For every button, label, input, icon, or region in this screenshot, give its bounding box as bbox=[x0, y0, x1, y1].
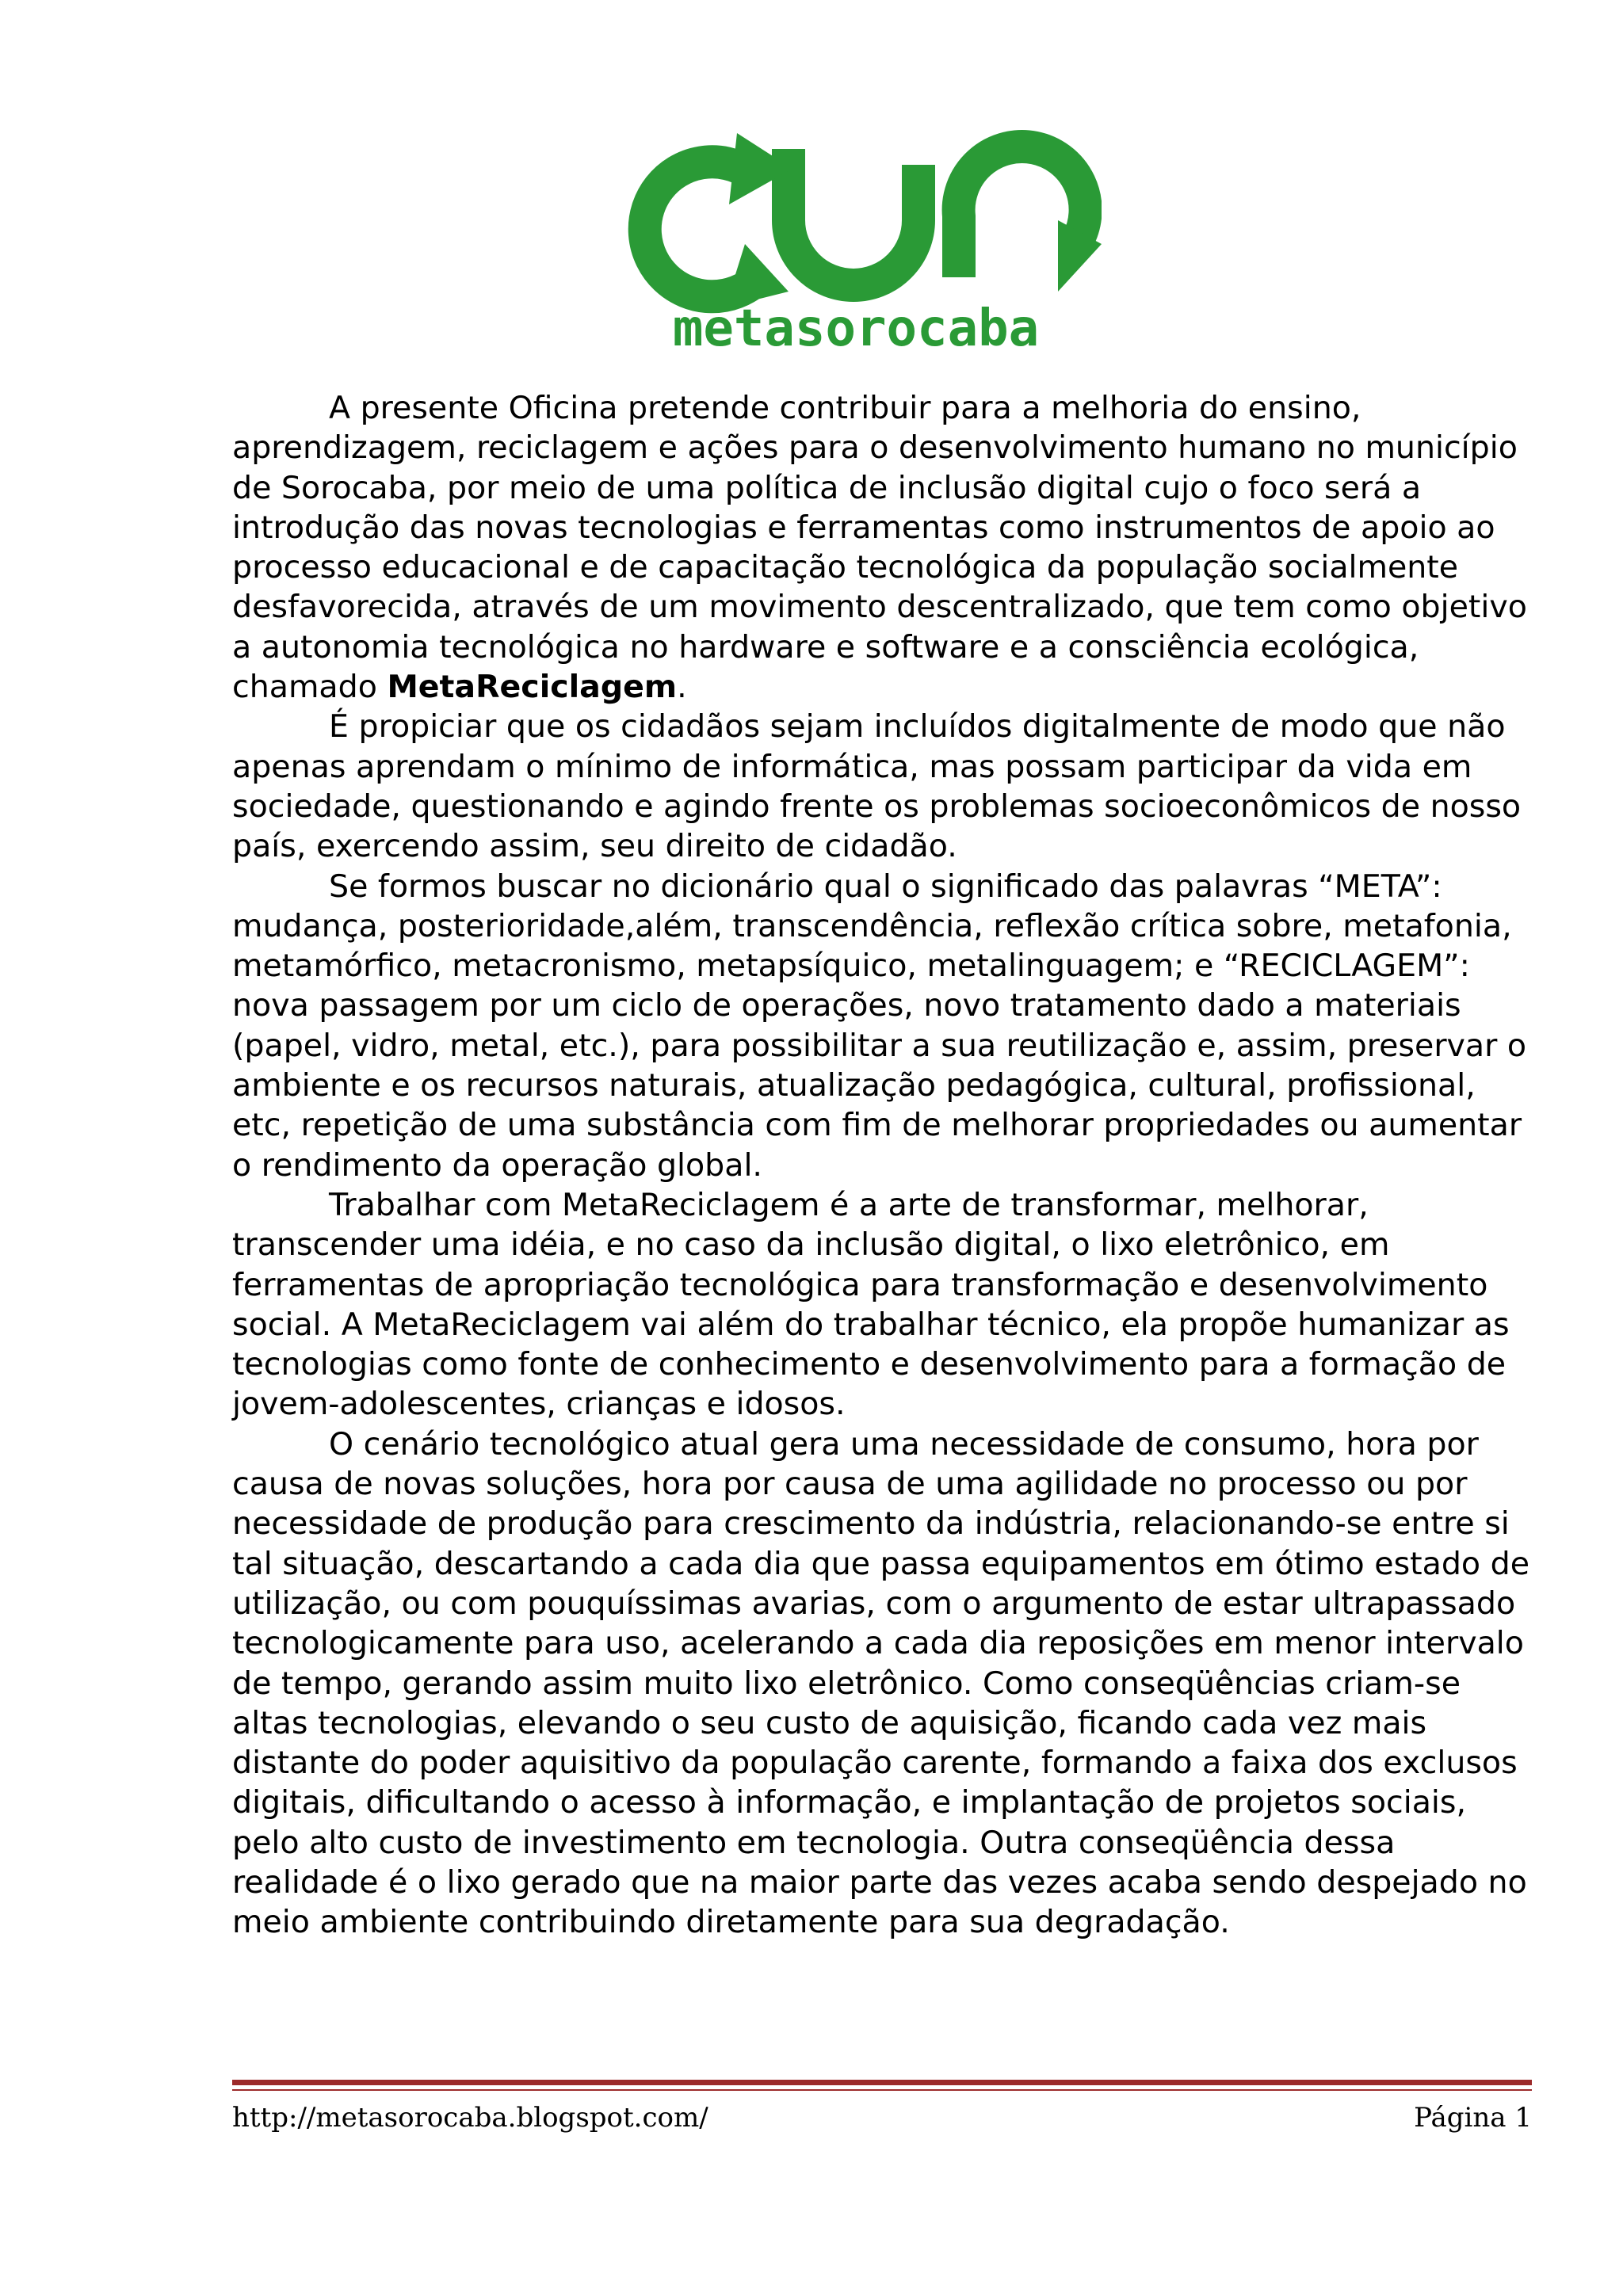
recycle-arrows-icon bbox=[645, 147, 1086, 296]
logo-wordmark: metasorocaba bbox=[672, 299, 1040, 355]
paragraph bbox=[232, 388, 1532, 707]
page-number: Página 1 bbox=[1414, 2102, 1532, 2134]
metasorocaba-logo bbox=[610, 93, 1102, 355]
footer-rule bbox=[232, 2080, 1532, 2085]
footer-url[interactable]: http://metasorocaba.blogspot.com/ bbox=[232, 2102, 708, 2134]
footer-rule-thin bbox=[232, 2089, 1532, 2091]
paragraph-text: A presente Oficina pretende contribuir para a melhoria do ensino, aprendizagem, reciclagem e ações para o desenvolvimento humano no município de Sorocaba, por meio de uma política de inclusão digital cujo o foco será a introdução das novas tecnologias e ferramentas como instrumentos de apoio ao processo educacional e de capacitação tecnológica da população socialmente desfavorecida, através de um movimento descentralizado, que tem como objetivo a autonomia tecnológica no hardware e software e a consciência ecológica, chamado bbox=[232, 390, 1527, 706]
document-body bbox=[232, 388, 1532, 1943]
bold-term: MetaReciclagem bbox=[387, 669, 678, 706]
paragraph: Trabalhar com MetaReciclagem é a arte de transformar, melhorar, transcender uma idéia, e no caso da inclusão digital, o lixo eletrônico, em ferramentas de apropriação tecnológica para transformação e desenvolvimento social. A MetaReciclagem vai além do trabalhar técnico, ela propõe humanizar as tecnologias como fonte de conhecimento e desenvolvimento para a formação de jovem-adolescentes, crianças e idosos. bbox=[232, 1186, 1510, 1423]
paragraph: Se formos buscar no dicionário qual o significado das palavras “META”: mudança, posterioridade,além, transcendência, reflexão crítica sobre, metafonia, metamórfico, metacronismo, metapsíquico, metalinguagem; e “RECICLAGEM”: nova passagem por um ciclo de operações, novo tratamento dado a materiais (papel, vidro, metal, etc.), para possibilitar a sua reutilização e, assim, preservar o ambiente e os recursos naturais, atualização pedagógica, cultural, profissional, etc, repetição de uma substância com fim de melhorar propriedades ou aumentar o rendimento da operação global. bbox=[232, 868, 1527, 1184]
paragraph: O cenário tecnológico atual gera uma necessidade de consumo, hora por causa de novas soluções, hora por causa de uma agilidade no processo ou por necessidade de produção para crescimento da indústria, relacionando-se entre si tal situação, descartando a cada dia que passa equipamentos em ótimo estado de utilização, ou com pouquíssimas avarias, com o argumento de estar ultrapassado tecnologicamente para uso, acelerando a cada dia reposições em menor intervalo de tempo, gerando assim muito lixo eletrônico. Como conseqüências criam-se altas tecnologias, elevando o seu custo de aquisição, ficando cada vez mais distante do poder aquisitivo da população carente, formando a faixa dos exclusos digitais, dificultando o acesso à informação, e implantação de projetos sociais, pelo alto custo de investimento em tecnologia. Outra conseqüência dessa realidade é o lixo gerado que na maior parte das vezes acaba sendo despejado no meio ambiente contribuindo diretamente para sua degradação. bbox=[232, 1425, 1530, 1941]
paragraph-tail: . bbox=[677, 669, 687, 706]
paragraph: É propiciar que os cidadãos sejam incluídos digitalmente de modo que não apenas aprendam o mínimo de informática, mas possam participar da vida em sociedade, questionando e agindo frente os problemas socioeconômicos de nosso país, exercendo assim, seu direito de cidadão. bbox=[232, 708, 1522, 865]
page-footer bbox=[232, 2100, 1532, 2136]
